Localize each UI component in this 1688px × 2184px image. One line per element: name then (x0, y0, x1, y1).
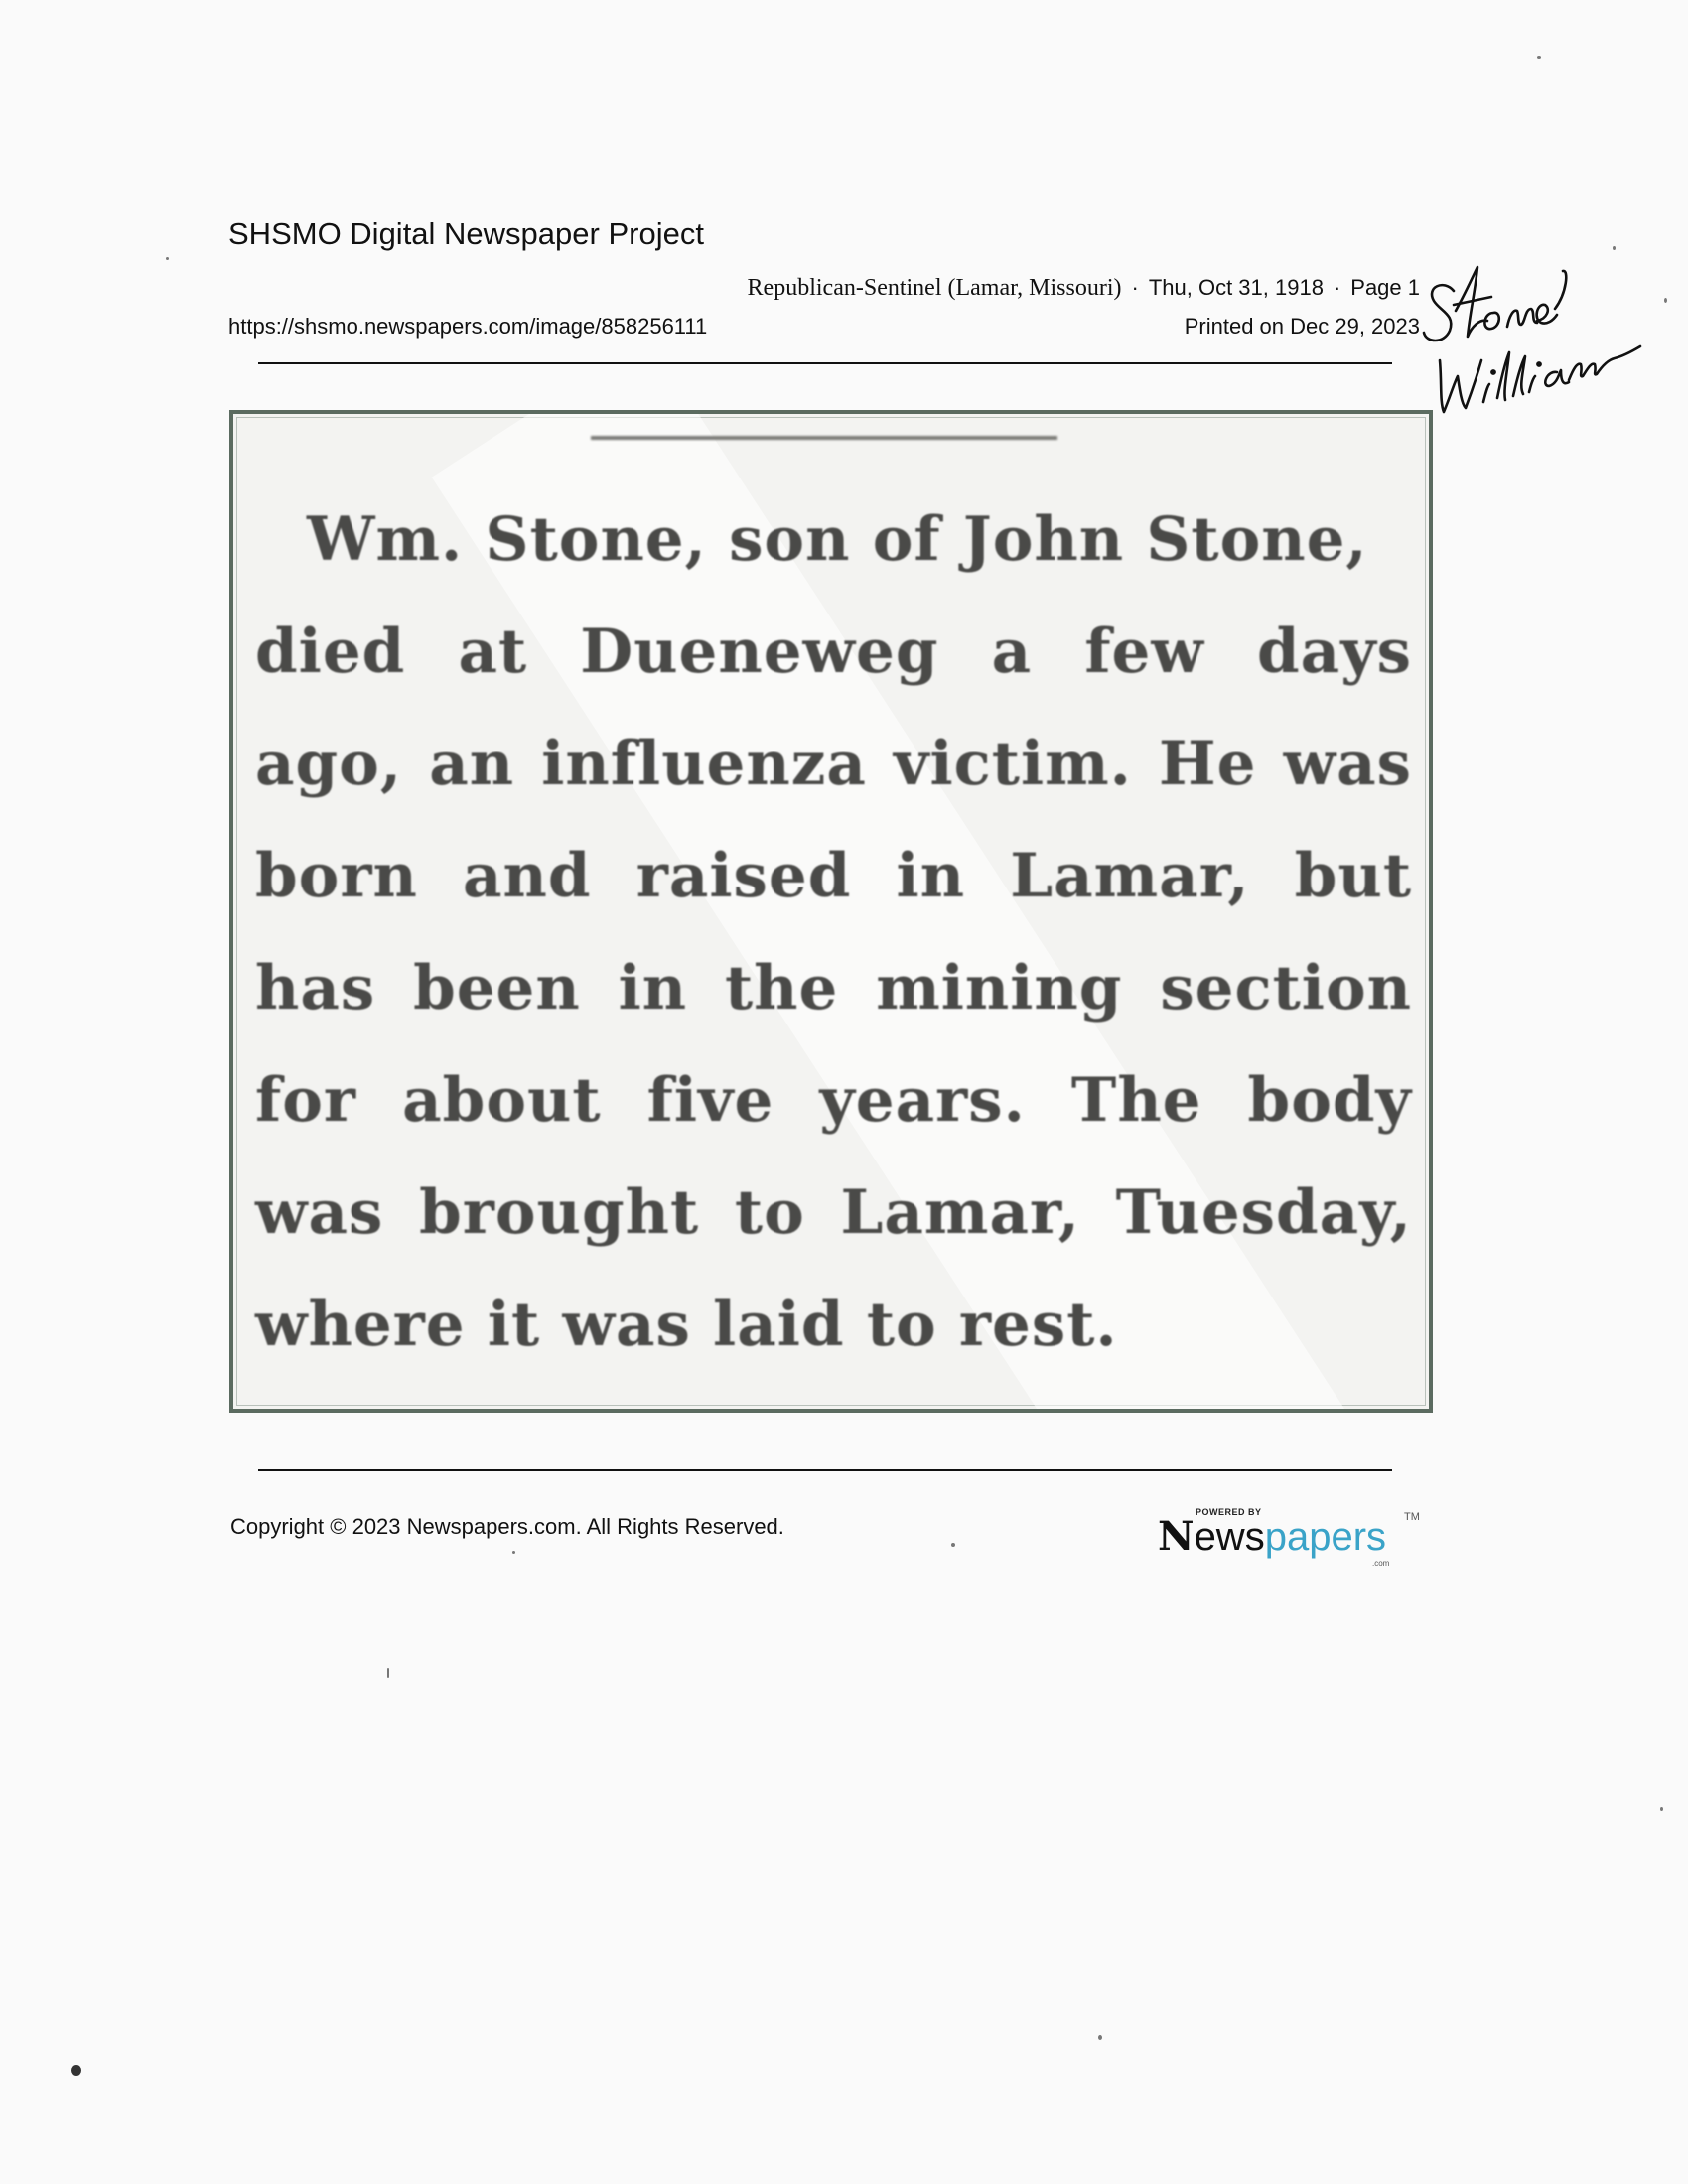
logo-dotcom: .com (1372, 1559, 1390, 1568)
project-title: SHSMO Digital Newspaper Project (228, 216, 704, 251)
signature-stroke (1529, 376, 1535, 392)
page-number: Page 1 (1350, 275, 1420, 300)
copyright-notice: Copyright © 2023 Newspapers.com. All Rights Reserved. (230, 1514, 784, 1539)
clipping-line: was brought to Lamar, Tuesday, (255, 1177, 1412, 1248)
signature-stroke (1483, 384, 1489, 402)
clipping-top-rule (591, 436, 1057, 440)
clipping-line: ago, an influenza victim. He was (255, 729, 1412, 799)
signature-stroke (1545, 370, 1569, 386)
handwritten-annotation (1420, 253, 1648, 442)
newspaper-clipping (229, 410, 1433, 1413)
logo-ews: ews (1194, 1515, 1265, 1559)
signature-stroke (1440, 360, 1481, 412)
publication-date: Thu, Oct 31, 1918 (1148, 275, 1324, 300)
source-url[interactable]: https://shsmo.newspapers.com/image/858256111 (228, 314, 708, 339)
clipping-line: died at Dueneweg a few days (255, 616, 1412, 687)
signature-stroke (1424, 285, 1454, 341)
clipping-line: for about five years. The body (255, 1065, 1412, 1136)
signature-stroke (1513, 356, 1525, 396)
scan-speck (1613, 246, 1616, 250)
clipping-line: Wm. Stone, son of John Stone, (307, 504, 1368, 575)
top-divider (258, 362, 1392, 364)
clipping-line: where it was laid to rest. (255, 1290, 1118, 1360)
scan-speck (1660, 1807, 1663, 1811)
scan-speck (1664, 298, 1667, 303)
separator: · (1333, 275, 1341, 300)
bottom-divider (258, 1469, 1392, 1471)
scan-speck (1098, 2035, 1102, 2040)
scan-speck (387, 1668, 389, 1678)
signature-dot (1491, 370, 1494, 373)
logo-n: N (1158, 1513, 1195, 1560)
signature-stroke (1497, 352, 1509, 400)
signature-stroke (1507, 309, 1537, 327)
logo-wordmark (1158, 1515, 1386, 1559)
logo-powered-by: POWERED BY (1196, 1507, 1262, 1517)
signature-stroke (1537, 305, 1557, 324)
publication-line (748, 275, 1420, 302)
publication-name: Republican-Sentinel (Lamar, Missouri) (747, 275, 1122, 301)
signature-dot (1537, 362, 1540, 365)
signature-stroke (1569, 346, 1640, 380)
scan-speck (951, 1543, 955, 1547)
logo-papers: papers (1264, 1515, 1387, 1559)
logo-trademark: TM (1404, 1511, 1420, 1523)
separator: · (1131, 275, 1139, 300)
clipping-line: has been in the mining section (255, 953, 1412, 1024)
clipping-line: born and raised in Lamar, but (255, 841, 1412, 911)
scan-speck (166, 257, 169, 260)
clipping-text (255, 483, 1412, 1381)
printed-date: Printed on Dec 29, 2023 (1184, 314, 1420, 339)
newspapers-logo[interactable] (1158, 1507, 1426, 1569)
scan-speck (1537, 56, 1541, 59)
scan-speck (512, 1551, 515, 1554)
scan-speck (71, 2065, 81, 2076)
signature-stroke (1555, 271, 1566, 309)
